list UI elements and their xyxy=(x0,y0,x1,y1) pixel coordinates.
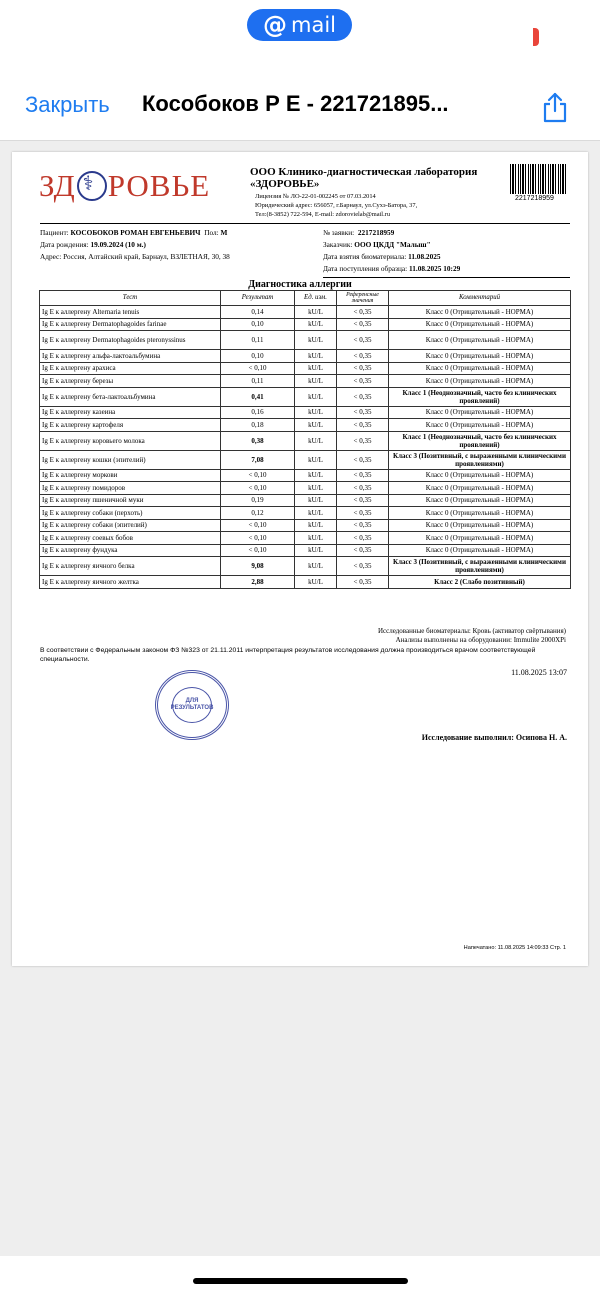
table-row xyxy=(40,350,571,363)
header-comment: Комментарий xyxy=(389,291,571,306)
result-cell: 7,08 xyxy=(221,450,295,469)
unit-cell: kU/L xyxy=(295,350,337,363)
reference-cell: < 0,35 xyxy=(337,406,389,419)
comment-cell: Класс 0 (Отрицательный - НОРМА) xyxy=(389,306,571,319)
reference-cell: < 0,35 xyxy=(337,532,389,545)
header-test: Тест xyxy=(40,291,221,306)
patient-info: Пациент: КОСОБОКОВ РОМАН ЕВГЕНЬЕВИЧ Пол: М Дата рождения: 19.09.2024 (10 м.) Адрес: Россия, Алтайский край, Барнаул, ВЗЛЕТНАЯ, 30, 38 xyxy=(40,228,230,261)
comment-cell: Класс 0 (Отрицательный - НОРМА) xyxy=(389,469,571,482)
unit-cell: kU/L xyxy=(295,469,337,482)
test-cell: Ig E к аллергену Dermatophagoides farinae xyxy=(40,318,221,331)
reference-cell: < 0,35 xyxy=(337,544,389,557)
recording-indicator xyxy=(533,28,539,46)
close-button[interactable]: Закрыть xyxy=(25,92,110,117)
table-row xyxy=(40,494,571,507)
comment-cell: Класс 0 (Отрицательный - НОРМА) xyxy=(389,482,571,495)
result-cell: 9,08 xyxy=(221,557,295,576)
order-info: № заявки: 2217218959 Заказчик: ООО ЦКДД "Малыш" Дата взятия биоматериала: 11.08.2025 Дата поступления образца: 11.08.2025 10:29 xyxy=(323,228,461,273)
result-cell: 0,12 xyxy=(221,507,295,520)
comment-cell: Класс 0 (Отрицательный - НОРМА) xyxy=(389,362,571,375)
unit-cell: kU/L xyxy=(295,450,337,469)
test-cell: Ig E к аллергену соевых бобов xyxy=(40,532,221,545)
test-cell: Ig E к аллергену казеина xyxy=(40,406,221,419)
reference-cell: < 0,35 xyxy=(337,482,389,495)
reference-cell: < 0,35 xyxy=(337,350,389,363)
unit-cell: kU/L xyxy=(295,557,337,576)
test-cell: Ig E к аллергену собаки (эпителий) xyxy=(40,519,221,532)
result-cell: 0,10 xyxy=(221,318,295,331)
result-cell: < 0,10 xyxy=(221,362,295,375)
unit-cell: kU/L xyxy=(295,331,337,350)
reference-cell: < 0,35 xyxy=(337,557,389,576)
test-cell: Ig E к аллергену моркови xyxy=(40,469,221,482)
reference-cell: < 0,35 xyxy=(337,306,389,319)
document-title: Кособоков Р Е - 221721895... xyxy=(142,91,449,116)
test-cell: Ig E к аллергену фундука xyxy=(40,544,221,557)
table-row xyxy=(40,375,571,388)
biomaterial-note: Исследованные биоматериалы: Кровь (активатор свёртывания) Анализы выполнены на оборудовании: Immulite 2000XPi xyxy=(377,627,566,644)
barcode xyxy=(510,164,566,194)
barcode-number: 2217218959 xyxy=(515,195,554,202)
test-cell: Ig E к аллергену яичного белка xyxy=(40,557,221,576)
result-cell: < 0,10 xyxy=(221,469,295,482)
reference-cell: < 0,35 xyxy=(337,331,389,350)
divider xyxy=(40,223,570,224)
comment-cell: Класс 0 (Отрицательный - НОРМА) xyxy=(389,519,571,532)
reference-cell: < 0,35 xyxy=(337,318,389,331)
result-cell: 0,18 xyxy=(221,419,295,432)
caduceus-icon xyxy=(77,171,107,201)
unit-cell: kU/L xyxy=(295,532,337,545)
test-cell: Ig E к аллергену альфа-лактоальбумина xyxy=(40,350,221,363)
document-viewer[interactable] xyxy=(0,141,600,1256)
test-cell: Ig E к аллергену бета-лактоальбумина xyxy=(40,387,221,406)
test-cell: Ig E к аллергену картофеля xyxy=(40,419,221,432)
unit-cell: kU/L xyxy=(295,306,337,319)
unit-cell: kU/L xyxy=(295,419,337,432)
unit-cell: kU/L xyxy=(295,375,337,388)
test-cell: Ig E к аллергену пшеничной муки xyxy=(40,494,221,507)
reference-cell: < 0,35 xyxy=(337,507,389,520)
unit-cell: kU/L xyxy=(295,494,337,507)
table-row xyxy=(40,507,571,520)
nav-bar xyxy=(0,78,600,141)
table-row xyxy=(40,431,571,450)
table-row xyxy=(40,450,571,469)
unit-cell: kU/L xyxy=(295,318,337,331)
home-indicator[interactable] xyxy=(193,1278,408,1284)
unit-cell: kU/L xyxy=(295,507,337,520)
unit-cell: kU/L xyxy=(295,387,337,406)
unit-cell: kU/L xyxy=(295,544,337,557)
comment-cell: Класс 2 (Слабо позитивный) xyxy=(389,576,571,589)
lab-stamp xyxy=(155,670,229,740)
comment-cell: Класс 0 (Отрицательный - НОРМА) xyxy=(389,375,571,388)
comment-cell: Класс 0 (Отрицательный - НОРМА) xyxy=(389,532,571,545)
comment-cell: Класс 0 (Отрицательный - НОРМА) xyxy=(389,507,571,520)
test-cell: Ig E к аллергену собаки (перхоть) xyxy=(40,507,221,520)
comment-cell: Класс 1 (Неоднозначный, часто без клинических проявлений) xyxy=(389,387,571,406)
comment-cell: Класс 0 (Отрицательный - НОРМА) xyxy=(389,318,571,331)
result-cell: 0,10 xyxy=(221,350,295,363)
table-row xyxy=(40,482,571,495)
mail-label: mail xyxy=(291,13,336,37)
reference-cell: < 0,35 xyxy=(337,469,389,482)
comment-cell: Класс 0 (Отрицательный - НОРМА) xyxy=(389,350,571,363)
comment-cell: Класс 0 (Отрицательный - НОРМА) xyxy=(389,331,571,350)
document-page xyxy=(12,152,588,966)
table-row xyxy=(40,331,571,350)
test-cell: Ig E к аллергену помидоров xyxy=(40,482,221,495)
org-name: ООО Клинико-диагностическая лаборатория «ЗДОРОВЬЕ» xyxy=(250,166,478,190)
comment-cell: Класс 3 (Позитивный, с выраженными клиническими проявлениями) xyxy=(389,557,571,576)
divider xyxy=(323,277,570,278)
unit-cell: kU/L xyxy=(295,406,337,419)
performed-by: Исследование выполнил: Осипова Н. А. xyxy=(421,733,567,742)
table-row xyxy=(40,544,571,557)
reference-cell: < 0,35 xyxy=(337,419,389,432)
table-row xyxy=(40,576,571,589)
result-cell: 0,16 xyxy=(221,406,295,419)
table-row xyxy=(40,406,571,419)
reference-cell: < 0,35 xyxy=(337,576,389,589)
law-note: В соответствии с Федеральным законом ФЗ №323 от 21.11.2011 интерпретация результатов исследования должна производиться врачом соответствующей специальности. xyxy=(40,647,536,663)
unit-cell: kU/L xyxy=(295,519,337,532)
result-cell: 0,11 xyxy=(221,375,295,388)
test-cell: Ig E к аллергену Alternaria tenuis xyxy=(40,306,221,319)
at-icon: @ xyxy=(263,11,287,39)
unit-cell: kU/L xyxy=(295,362,337,375)
reference-cell: < 0,35 xyxy=(337,375,389,388)
reference-cell: < 0,35 xyxy=(337,450,389,469)
header-result: Результат xyxy=(221,291,295,306)
comment-cell: Класс 0 (Отрицательный - НОРМА) xyxy=(389,406,571,419)
result-cell: < 0,10 xyxy=(221,519,295,532)
header-unit: Ед. изм. xyxy=(295,291,337,306)
test-cell: Ig E к аллергену березы xyxy=(40,375,221,388)
table-row xyxy=(40,519,571,532)
status-bar xyxy=(0,0,600,50)
test-cell: Ig E к аллергену арахиса xyxy=(40,362,221,375)
test-cell: Ig E к аллергену яичного желтка xyxy=(40,576,221,589)
unit-cell: kU/L xyxy=(295,576,337,589)
result-cell: 2,88 xyxy=(221,576,295,589)
result-cell: 0,41 xyxy=(221,387,295,406)
reference-cell: < 0,35 xyxy=(337,431,389,450)
comment-cell: Класс 0 (Отрицательный - НОРМА) xyxy=(389,544,571,557)
reference-cell: < 0,35 xyxy=(337,494,389,507)
comment-cell: Класс 0 (Отрицательный - НОРМА) xyxy=(389,494,571,507)
issue-datetime: 11.08.2025 13:07 xyxy=(511,668,567,677)
org-info: Лицензия № ЛО-22-01-002245 от 07.03.2014 Юридический адрес: 656057, г.Барнаул, ул.Сухэ-Батора, 37, Тел:(8-3852) 722-594, E-mail: zdorovielab@mail.ru xyxy=(255,193,418,218)
test-cell: Ig E к аллергену кошки (эпителий) xyxy=(40,450,221,469)
result-cell: 0,14 xyxy=(221,306,295,319)
lab-logo: ЗД ⚕ РОВЬЕ xyxy=(39,168,210,204)
comment-cell: Класс 3 (Позитивный, с выраженными клиническими проявлениями) xyxy=(389,450,571,469)
result-cell: < 0,10 xyxy=(221,544,295,557)
table-row xyxy=(40,318,571,331)
table-row xyxy=(40,306,571,319)
comment-cell: Класс 1 (Неоднозначный, часто без клинических проявлений) xyxy=(389,431,571,450)
table-row xyxy=(40,362,571,375)
reference-cell: < 0,35 xyxy=(337,519,389,532)
table-row xyxy=(40,419,571,432)
result-cell: 0,38 xyxy=(221,431,295,450)
table-row xyxy=(40,557,571,576)
reference-cell: < 0,35 xyxy=(337,387,389,406)
comment-cell: Класс 0 (Отрицательный - НОРМА) xyxy=(389,419,571,432)
table-header-row xyxy=(40,291,571,306)
test-cell: Ig E к аллергену коровьего молока xyxy=(40,431,221,450)
reference-cell: < 0,35 xyxy=(337,362,389,375)
mail-app-pill[interactable] xyxy=(247,9,352,41)
result-cell: 0,19 xyxy=(221,494,295,507)
result-cell: < 0,10 xyxy=(221,532,295,545)
table-row xyxy=(40,387,571,406)
result-cell: < 0,10 xyxy=(221,482,295,495)
share-icon[interactable] xyxy=(540,91,570,123)
header-reference: Референсные значения xyxy=(337,291,389,306)
result-cell: 0,11 xyxy=(221,331,295,350)
unit-cell: kU/L xyxy=(295,482,337,495)
stamp-text: ДЛЯ РЕЗУЛЬТАТОВ xyxy=(172,687,212,723)
table-row xyxy=(40,469,571,482)
printed-footer: Напечатано: 11.08.2025 14:09:33 Стр. 1 xyxy=(463,945,566,951)
unit-cell: kU/L xyxy=(295,431,337,450)
results-table xyxy=(39,290,571,589)
test-cell: Ig E к аллергену Dermatophagoides pteronyssinus xyxy=(40,331,221,350)
section-title: Диагностика аллергии xyxy=(248,279,352,290)
table-row xyxy=(40,532,571,545)
